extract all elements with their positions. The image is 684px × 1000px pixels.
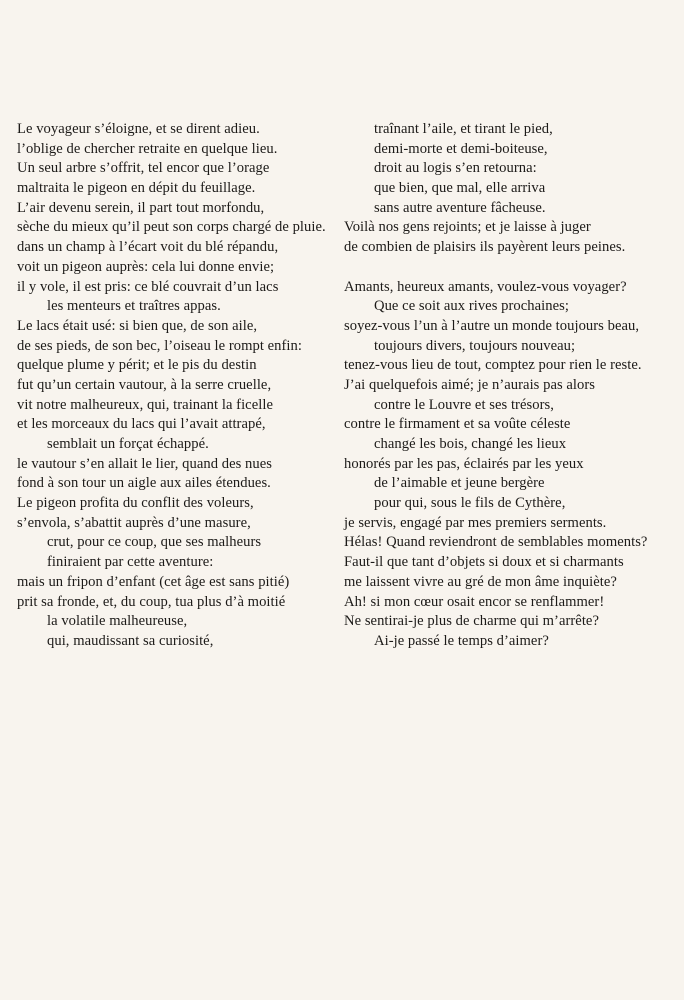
verse-line: vit notre malheureux, qui, trainant la ficelle (17, 396, 273, 413)
verse-line: prit sa fronde, et, du coup, tua plus d’à moitié (17, 593, 286, 610)
verse-line: fond à son tour un aigle aux ailes étendues. (17, 475, 271, 492)
verse-line: honorés par les pas, éclairés par les yeux (344, 455, 584, 472)
verse-line: finiraient par cette aventure: (47, 554, 214, 571)
stanza-break (344, 258, 674, 278)
verse-line: Le pigeon profita du conflit des voleurs, (17, 495, 254, 512)
verse-line: fut qu’un certain vautour, à la serre cruelle, (17, 376, 272, 393)
verse-line: crut, pour ce coup, que ses malheurs (47, 534, 262, 551)
verse-line: Amants, heureux amants, voulez-vous voyager? (344, 278, 627, 295)
verse-line: Faut-il que tant d’objets si doux et si charmants (344, 554, 624, 571)
verse-line: tenez-vous lieu de tout, comptez pour rien le reste. (344, 357, 642, 374)
verse-line: quelque plume y périt; et le pis du destin (17, 357, 257, 374)
verse-line: la volatile malheureuse, (47, 613, 188, 630)
verse-line: me laissent vivre au gré de mon âme inquiète? (344, 573, 617, 590)
verse-line: J’ai quelquefois aimé; je n’aurais pas alors (344, 376, 596, 393)
verse-line: Voilà nos gens rejoints; et je laisse à juger (344, 219, 591, 236)
verse-line: voit un pigeon auprès: cela lui donne envie; (17, 258, 275, 275)
verse-line: pour qui, sous le fils de Cythère, (374, 495, 566, 512)
verse-line: de combien de plaisirs ils payèrent leurs peines. (344, 239, 626, 256)
verse-line: de l’aimable et jeune bergère (374, 475, 545, 492)
verse-line: Ai-je passé le temps d’aimer? (374, 632, 549, 649)
verse-line: droit au logis s’en retourna: (374, 160, 537, 177)
verse-line: sèche du mieux qu’il peut son corps chargé de pluie. (17, 219, 326, 236)
verse-line: Hélas! Quand reviendront de semblables moments? (344, 534, 648, 551)
verse-line: l’oblige de chercher retraite en quelque lieu. (17, 140, 278, 157)
verse-line: maltraita le pigeon en dépit du feuillage. (17, 180, 256, 197)
verse-line: soyez-vous l’un à l’autre un monde toujours beau, (344, 317, 640, 334)
right-text-column (344, 120, 674, 652)
verse-line: Que ce soit aux rives prochaines; (374, 298, 569, 315)
verse-line: les menteurs et traîtres appas. (47, 298, 221, 315)
verse-line: de ses pieds, de son bec, l’oiseau le rompt enfin: (17, 337, 302, 354)
verse-line: L’air devenu serein, il part tout morfondu, (17, 199, 265, 216)
verse-line: demi-morte et demi-boiteuse, (374, 140, 548, 157)
verse-line: semblait un forçat échappé. (47, 436, 209, 452)
verse-line: toujours divers, toujours nouveau; (374, 337, 576, 354)
verse-line: mais un fripon d’enfant (cet âge est sans pitié) (17, 573, 290, 590)
verse-line: le vautour s’en allait le lier, quand des nues (17, 455, 272, 472)
verse-line: Ne sentirai-je plus de charme qui m’arrête? (344, 613, 599, 630)
verse-line: contre le Louvre et ses trésors, (374, 396, 554, 413)
verse-line: Un seul arbre s’offrit, tel encor que l’orage (17, 160, 270, 177)
verse-line: et les morceaux du lacs qui l’avait attrapé, (17, 416, 266, 433)
verse-line: Le voyageur s’éloigne, et se dirent adieu. (17, 121, 260, 137)
verse-line: s’envola, s’abattit auprès d’une masure, (17, 514, 251, 531)
verse-line: contre le firmament et sa voûte céleste (344, 416, 571, 433)
verse-line: dans un champ à l’écart voit du blé répandu, (17, 239, 279, 256)
verse-line: que bien, que mal, elle arriva (374, 180, 546, 197)
verse-line: je servis, engagé par mes premiers serments. (344, 514, 607, 531)
verse-line: changé les bois, changé les lieux (374, 436, 567, 452)
verse-line: Le lacs était usé: si bien que, de son aile, (17, 317, 258, 334)
verse-line: il y vole, il est pris: ce blé couvrait d’un lacs (17, 278, 279, 295)
verse-line: traînant l’aile, et tirant le pied, (374, 121, 553, 137)
left-text-column (17, 120, 337, 652)
verse-line: Ah! si mon cœur osait encor se renflammer! (344, 593, 605, 610)
verse-line: sans autre aventure fâcheuse. (374, 199, 546, 216)
verse-line: qui, maudissant sa curiosité, (47, 632, 214, 649)
